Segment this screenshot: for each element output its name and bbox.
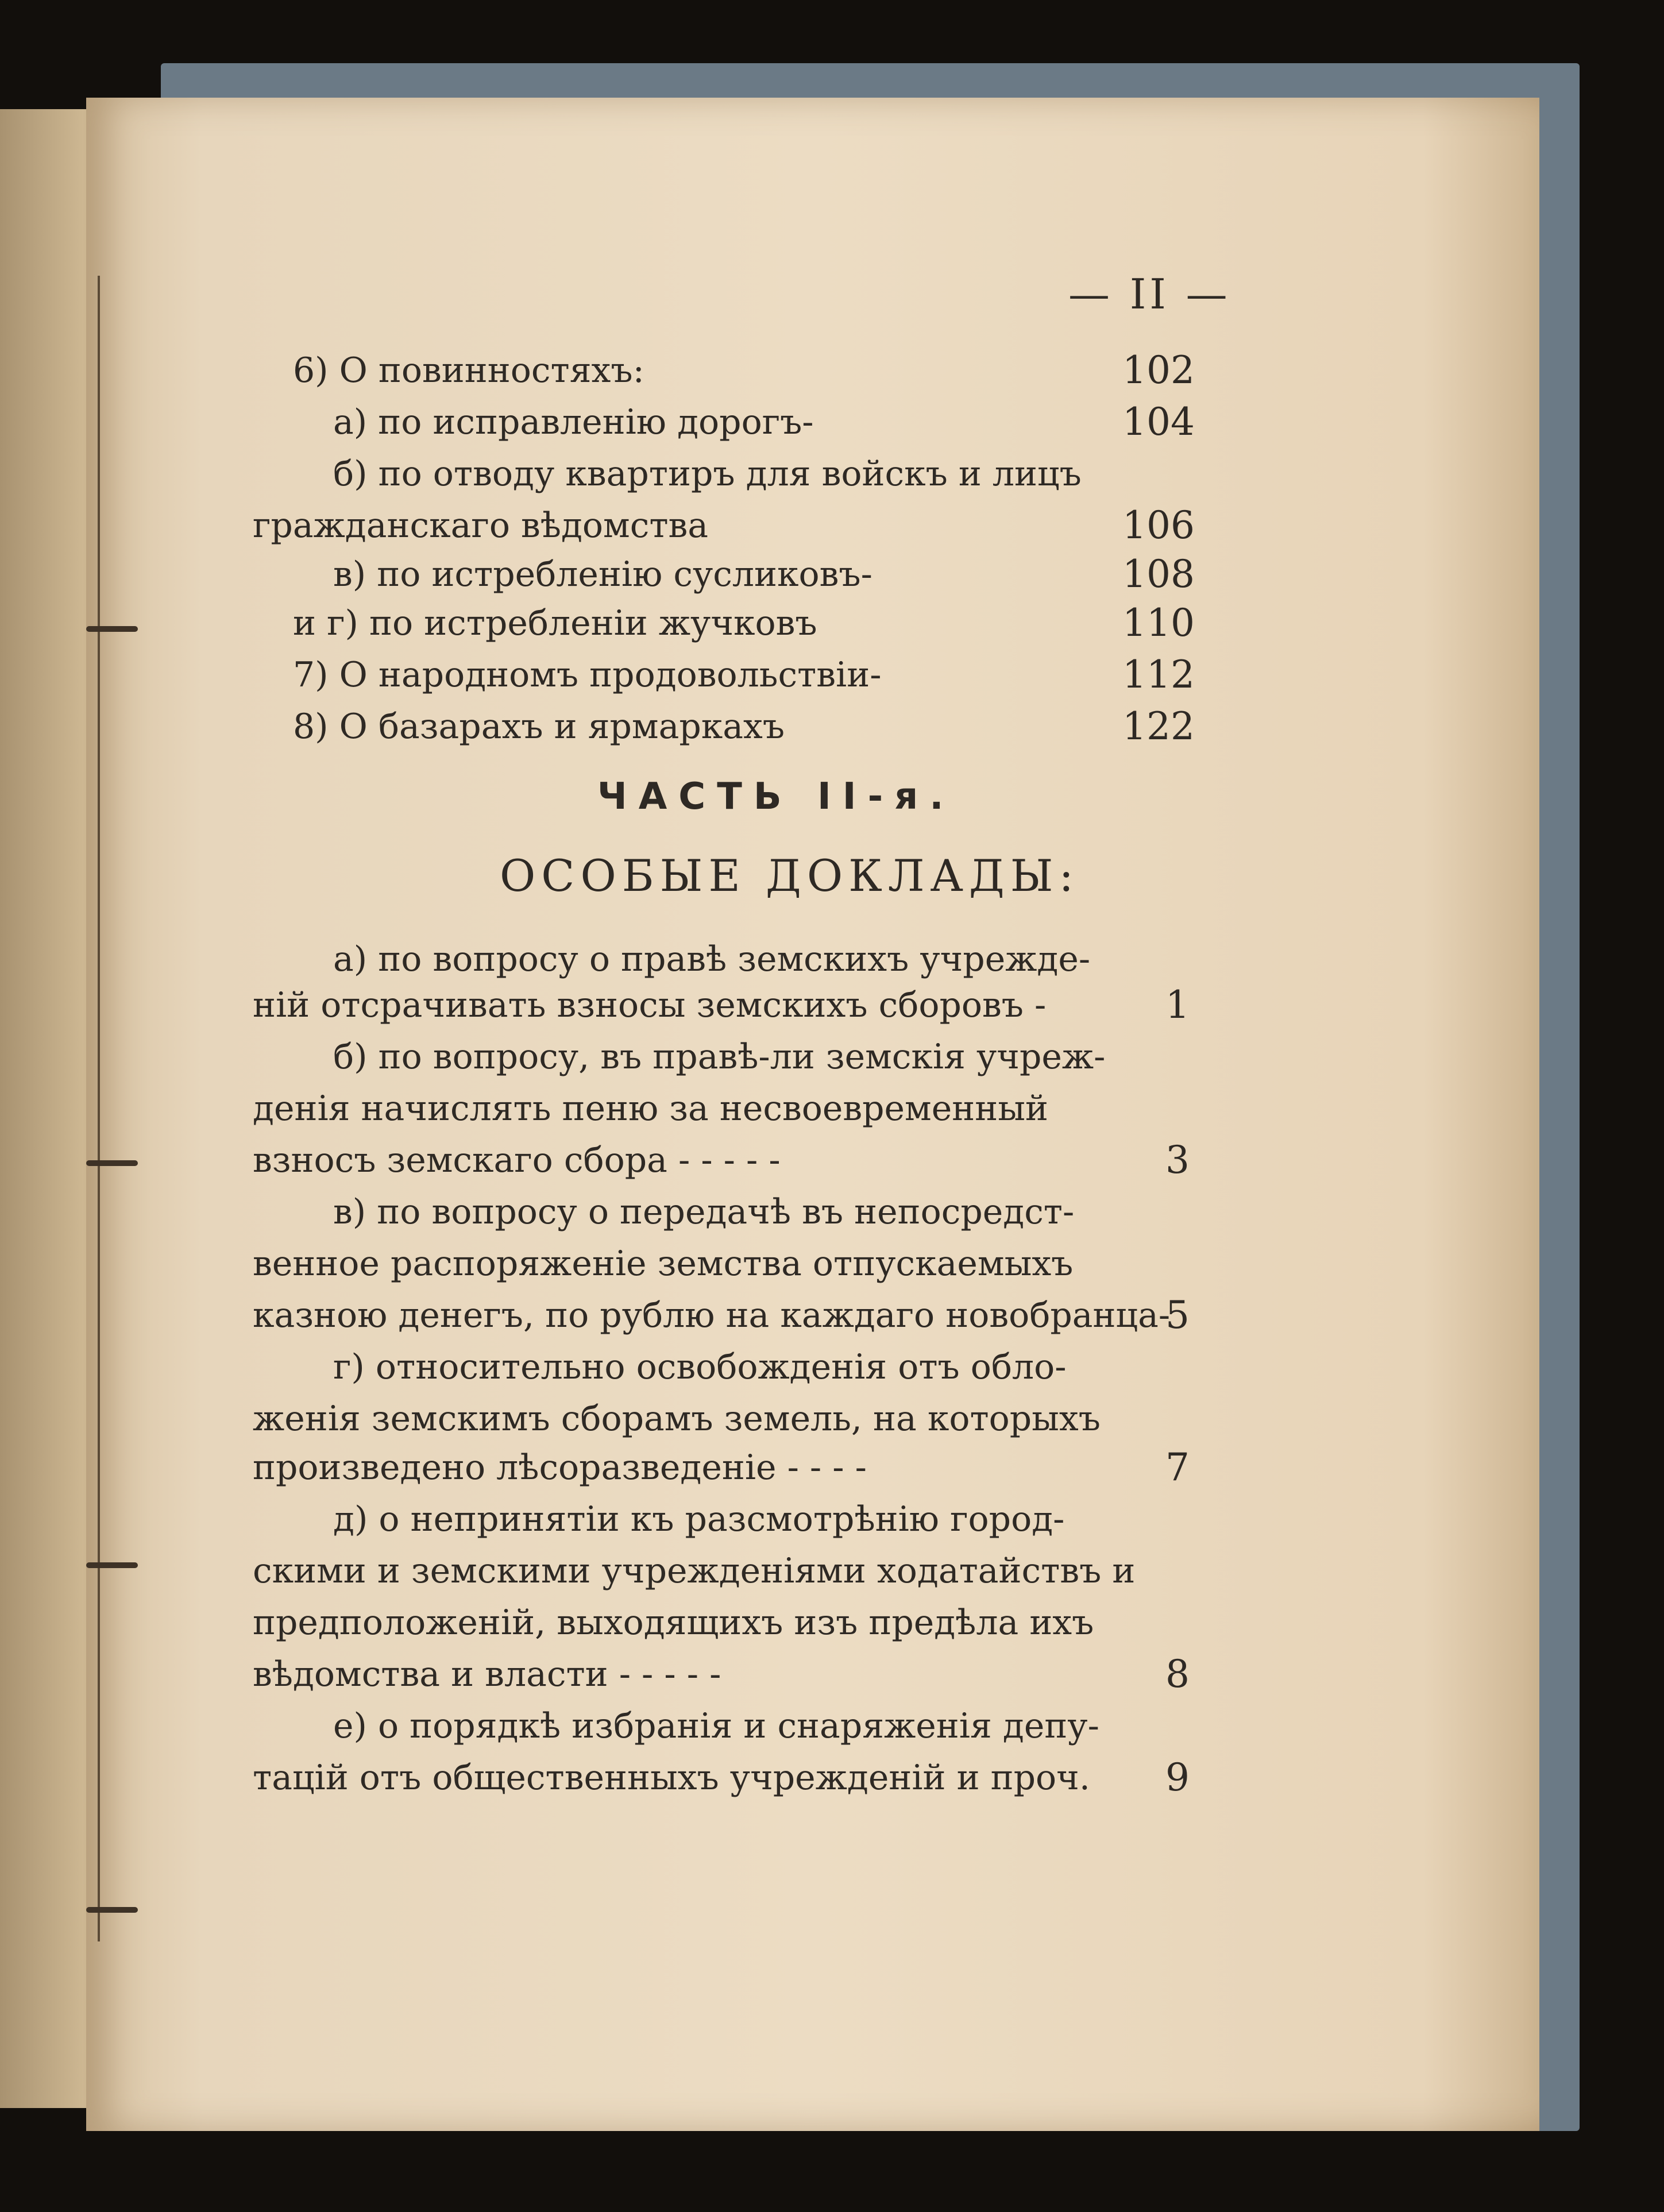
toc-item-page: 122 [1122,704,1195,748]
report-line: произведено лѣсоразведеніе - - - - [253,1447,867,1488]
report-page: 3 [1165,1138,1190,1182]
toc-item-page: 108 [1122,552,1195,596]
report-line: тацій отъ общественныхъ учрежденій и проч. [253,1758,1090,1798]
toc-item-page: 110 [1122,601,1195,645]
report-page: 5 [1165,1293,1190,1337]
toc-item-label: 8) О базарахъ и ярмаркахъ [293,707,785,747]
part-title: ЧАСТЬ II-я. [597,775,955,818]
report-line: в) по вопросу о передачѣ въ непосредст- [333,1192,1075,1232]
report-line: казною денегъ, по рублю на каждаго новобранца- [253,1295,1171,1335]
report-line: а) по вопросу о правѣ земскихъ учрежде- [333,939,1091,979]
toc-item-label: б) по отводу квартиръ для войскъ и лицъ [333,454,1082,494]
report-page: 7 [1165,1445,1190,1489]
report-page: 8 [1165,1652,1190,1696]
toc-item-label: гражданскаго вѣдомства [253,505,709,546]
report-page: 1 [1165,983,1190,1027]
report-page: 9 [1165,1755,1190,1800]
report-line: женія земскимъ сборамъ земель, на которыхъ [253,1399,1101,1439]
report-line: взносъ земскаго сбора - - - - - [253,1140,781,1180]
report-line: денія начислять пеню за несвоевременный [253,1088,1048,1129]
toc-item-page: 112 [1122,653,1195,697]
toc-item-label: а) по исправленію дорогъ- [333,402,814,442]
page-header-number: — II — [1068,270,1231,318]
report-line: д) о непринятіи къ разсмотрѣнію город- [333,1499,1065,1539]
report-line: предположеній, выходящихъ изъ предѣла ихъ [253,1603,1094,1643]
report-line: ній отсрачивать взносы земскихъ сборовъ - [253,985,1047,1025]
toc-item-page: 104 [1122,400,1195,444]
report-line: б) по вопросу, въ правѣ-ли земскія учреж- [333,1037,1106,1077]
report-line: скими и земскими учрежденіями ходатайствъ и [253,1551,1136,1591]
toc-item-label: в) по истребленію сусликовъ- [333,554,872,595]
report-line: г) относительно освобожденія отъ обло- [333,1347,1067,1387]
report-line: вѣдомства и власти - - - - - [253,1654,721,1694]
toc-item-label: 7) О народномъ продовольствіи- [293,655,882,695]
toc-item-page: 102 [1122,348,1195,392]
section-title: ОСОБЫЕ ДОКЛАДЫ: [500,850,1080,901]
report-line: венное распоряженіе земства отпускаемыхъ [253,1244,1074,1284]
report-line: е) о порядкѣ избранія и снаряженія депу- [333,1706,1099,1746]
toc-item-label: 6) О повинностяхъ: [293,350,644,391]
toc-item-label: и г) по истребленіи жучковъ [293,603,817,643]
toc-item-page: 106 [1122,503,1195,547]
